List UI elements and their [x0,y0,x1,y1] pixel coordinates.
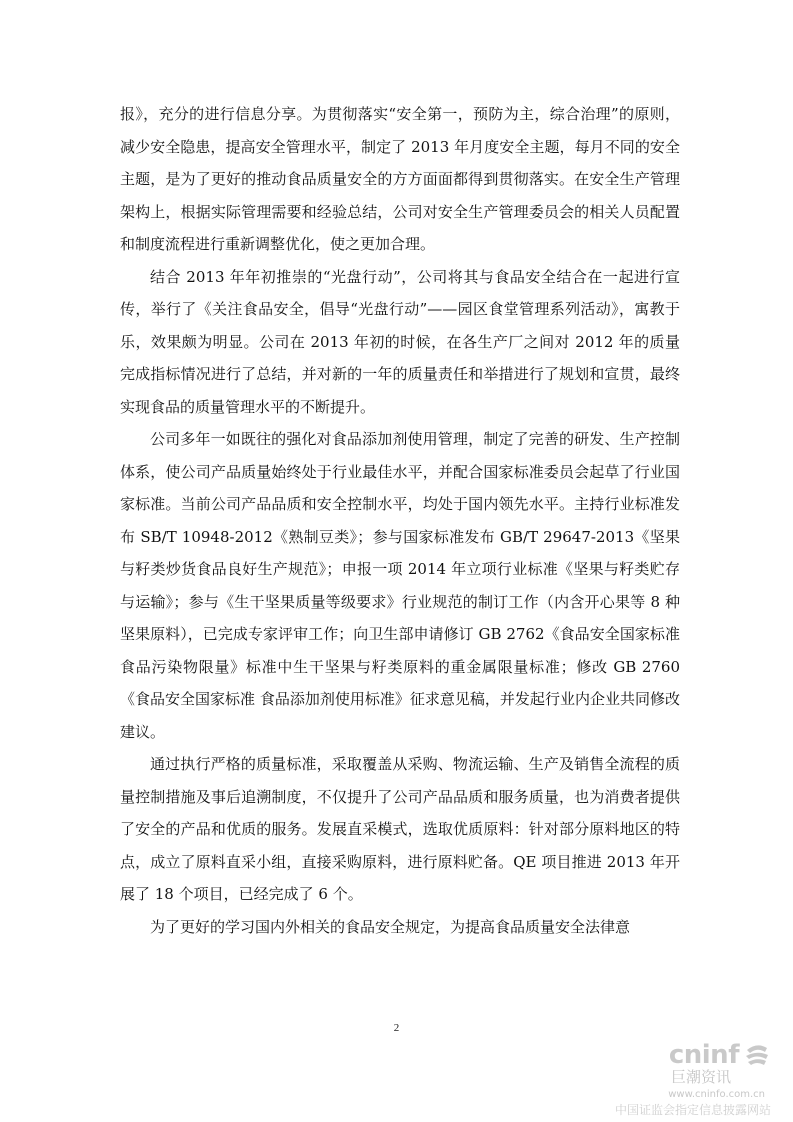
paragraph-5: 为了更好的学习国内外相关的食品安全规定，为提高食品质量安全法律意 [150,917,631,936]
watermark-url: www.cninfo.com.cn [668,1089,765,1100]
watermark-brand: cninf [668,1040,739,1070]
watermark-brand-cn: 巨潮资讯 [670,1068,731,1086]
document-body [120,98,680,943]
cninfo-watermark [571,1040,771,1120]
paragraph-2: 结合 2013 年年初推崇的“光盘行动”，公司将其与食品安全结合在一起进行宣传，举行了《关注食品安全，倡导“光盘行动”——园区食堂管理系列活动》，寓教于乐，效果颇为明显。公司在 2013 年初的时候，在各生产厂之间对 2012 年的质量完成指标情况进行了总结，并对新的一年的质量责任和举措进行了规划和宣贯，最终实现食品的质量管理水平的不断提升。 [120,267,680,416]
paragraph-3: 公司多年一如既往的强化对食品添加剂使用管理，制定了完善的研发、生产控制体系，使公司产品质量始终处于行业最佳水平，并配合国家标准委员会起草了行业国家标准。当前公司产品品质和安全控制水平，均处于国内领先水平。主持行业标准发布 SB/T 10948-2012《熟制豆类》；参与国家标准发布 GB/T 29647-2013《坚果与籽类炒货食品良好生产规范》；申报一项 2014 年立项行业标准《坚果与籽类贮存与运输》；参与《生干坚果质量等级要求》行业规范的制订工作（内含开心果等 8 种坚果原料），已完成专家评审工作；向卫生部申请修订 GB 2762《食品安全国家标准 食品污染物限量》标准中生干坚果与籽类原料的重金属限量标准；修改 GB 2760《食品安全国家标准 食品添加剂使用标准》征求意见稿，并发起行业内企业共同修改建议。 [120,430,680,741]
paragraph-1: 报》，充分的进行信息分享。为贯彻落实“安全第一，预防为主，综合治理”的原则，减少安全隐患，提高安全管理水平，制定了 2013 年月度安全主题，每月不同的安全主题，是为了更好的推动食品质量安全的方方面面都得到贯彻落实。在安全生产管理架构上，根据实际管理需要和经验总结，公司对安全生产管理委员会的相关人员配置和制度流程进行重新调整优化，使之更加合理。 [120,105,680,253]
cninfo-logo-icon [743,1042,771,1068]
page-number: 2 [393,1022,400,1034]
watermark-slogan: 中国证监会指定信息披露网站 [614,1103,771,1117]
paragraph-4: 通过执行严格的质量标准，采取覆盖从采购、物流运输、生产及销售全流程的质量控制措施及事后追溯制度，不仅提升了公司产品品质和服务质量，也为消费者提供了安全的产品和优质的服务。发展直采模式，选取优质原料：针对部分原料地区的特点，成立了原料直采小组，直接采购原料，进行原料贮备。QE 项目推进 2013 年开展了 18 个项目，已经完成了 6 个。 [120,755,680,903]
